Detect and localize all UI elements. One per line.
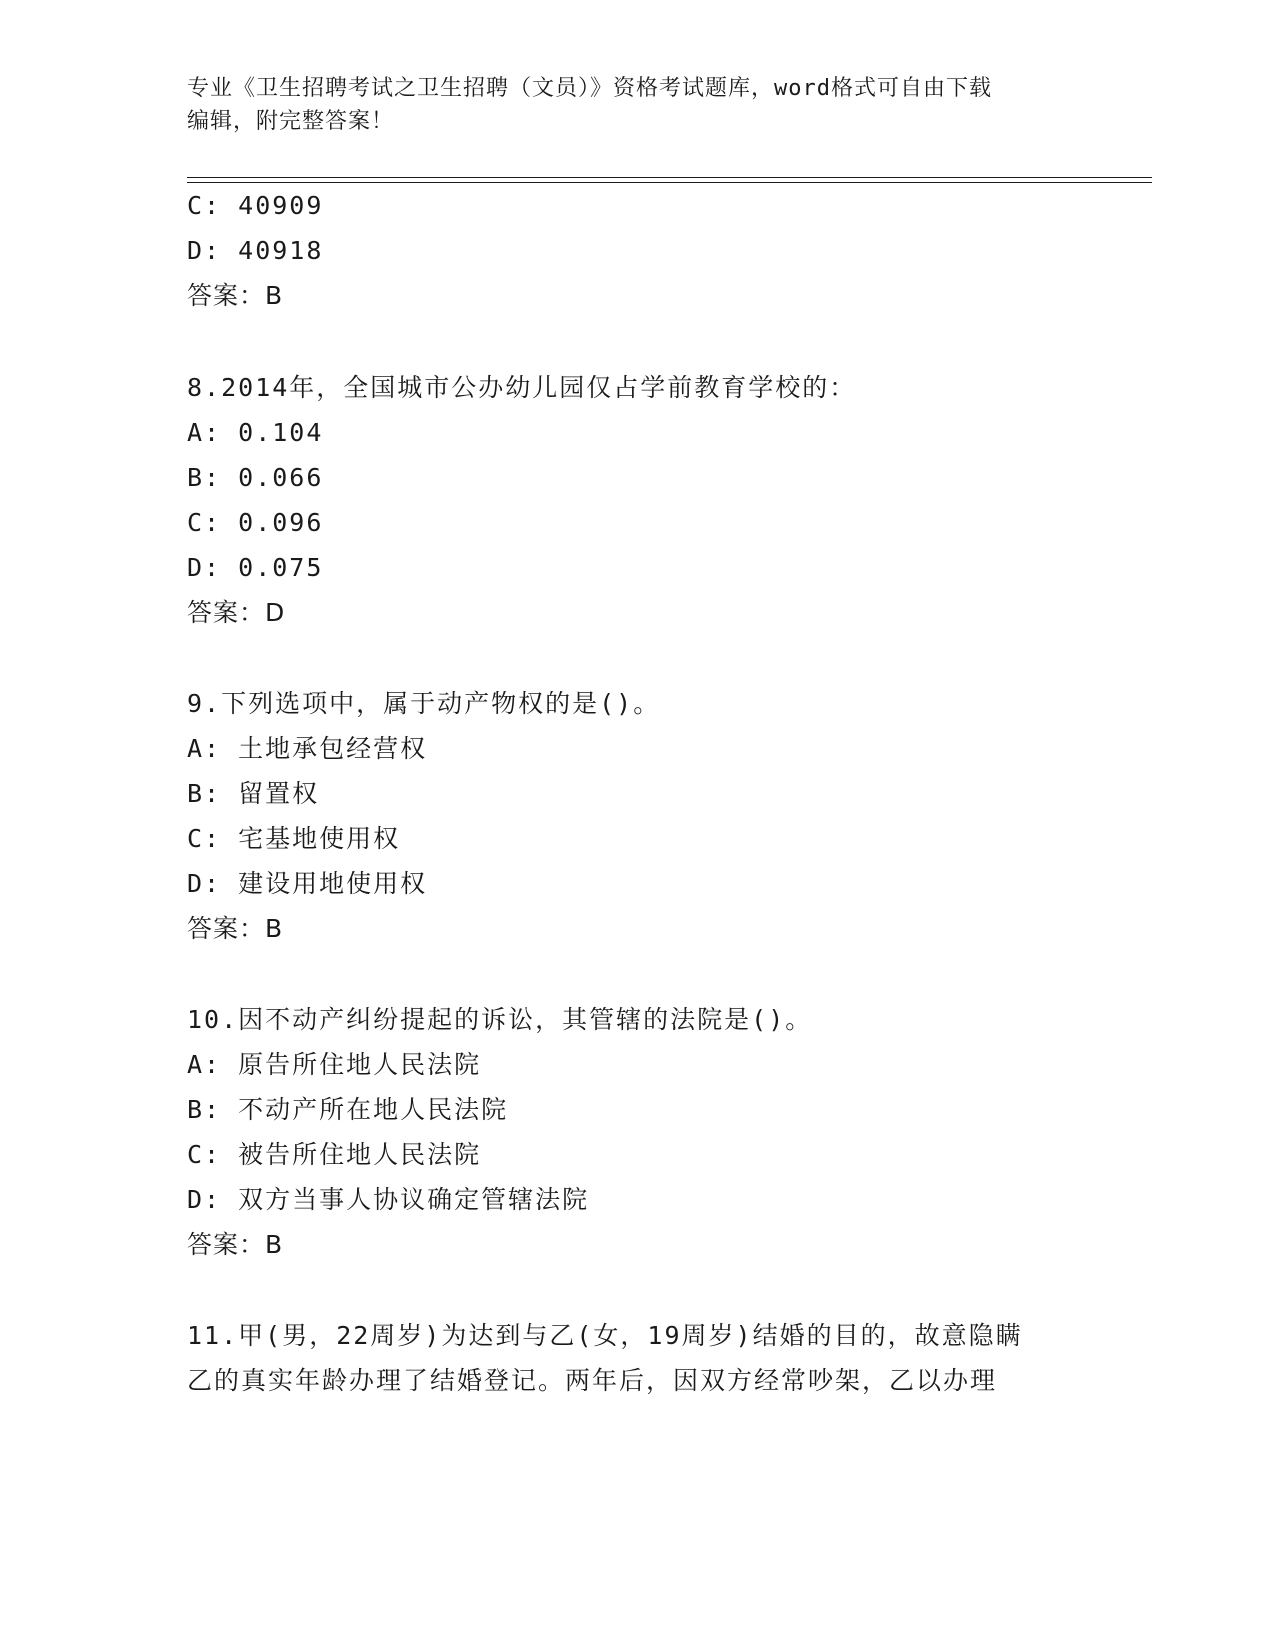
q8-option-c: C: 0.096 xyxy=(187,508,324,537)
q10-option-b: B: 不动产所在地人民法院 xyxy=(187,1095,509,1124)
q8-option-b: B: 0.066 xyxy=(187,463,324,492)
prev-option-c: C: 40909 xyxy=(187,191,324,220)
q8-stem: 8.2014年，全国城市公办幼儿园仅占学前教育学校的： xyxy=(187,373,857,402)
q10-option-d: D: 双方当事人协议确定管辖法院 xyxy=(187,1185,590,1214)
header-line-2: 编辑，附完整答案！ xyxy=(187,109,395,134)
q9-option-a: A: 土地承包经营权 xyxy=(187,734,428,763)
q9-option-b: B: 留置权 xyxy=(187,779,320,808)
q11-stem-line-2: 乙的真实年龄办理了结婚登记。两年后，因双方经常吵架，乙以办理 xyxy=(187,1366,998,1395)
prev-answer: 答案：B xyxy=(187,281,284,310)
q9-option-c: C: 宅基地使用权 xyxy=(187,824,401,853)
q9-option-d: D: 建设用地使用权 xyxy=(187,869,428,898)
q8-answer: 答案：D xyxy=(187,598,286,627)
q10-answer: 答案：B xyxy=(187,1230,284,1259)
header-divider-top xyxy=(187,177,1152,178)
q11-stem-line-1: 11.甲(男，22周岁)为达到与乙(女，19周岁)结婚的目的，故意隐瞒 xyxy=(187,1321,1023,1350)
document-header xyxy=(187,72,1087,138)
q9-answer: 答案：B xyxy=(187,914,284,943)
q10-option-c: C: 被告所住地人民法院 xyxy=(187,1140,482,1169)
prev-option-d: D: 40918 xyxy=(187,236,324,265)
q9-stem: 9.下列选项中，属于动产物权的是()。 xyxy=(187,689,661,718)
q10-option-a: A: 原告所住地人民法院 xyxy=(187,1050,482,1079)
header-divider-bottom xyxy=(187,182,1152,183)
q8-option-a: A: 0.104 xyxy=(187,418,324,447)
q10-stem: 10.因不动产纠纷提起的诉讼，其管辖的法院是()。 xyxy=(187,1005,813,1034)
q8-option-d: D: 0.075 xyxy=(187,553,324,582)
header-line-1: 专业《卫生招聘考试之卫生招聘（文员）》资格考试题库，word格式可自由下载 xyxy=(187,76,992,101)
